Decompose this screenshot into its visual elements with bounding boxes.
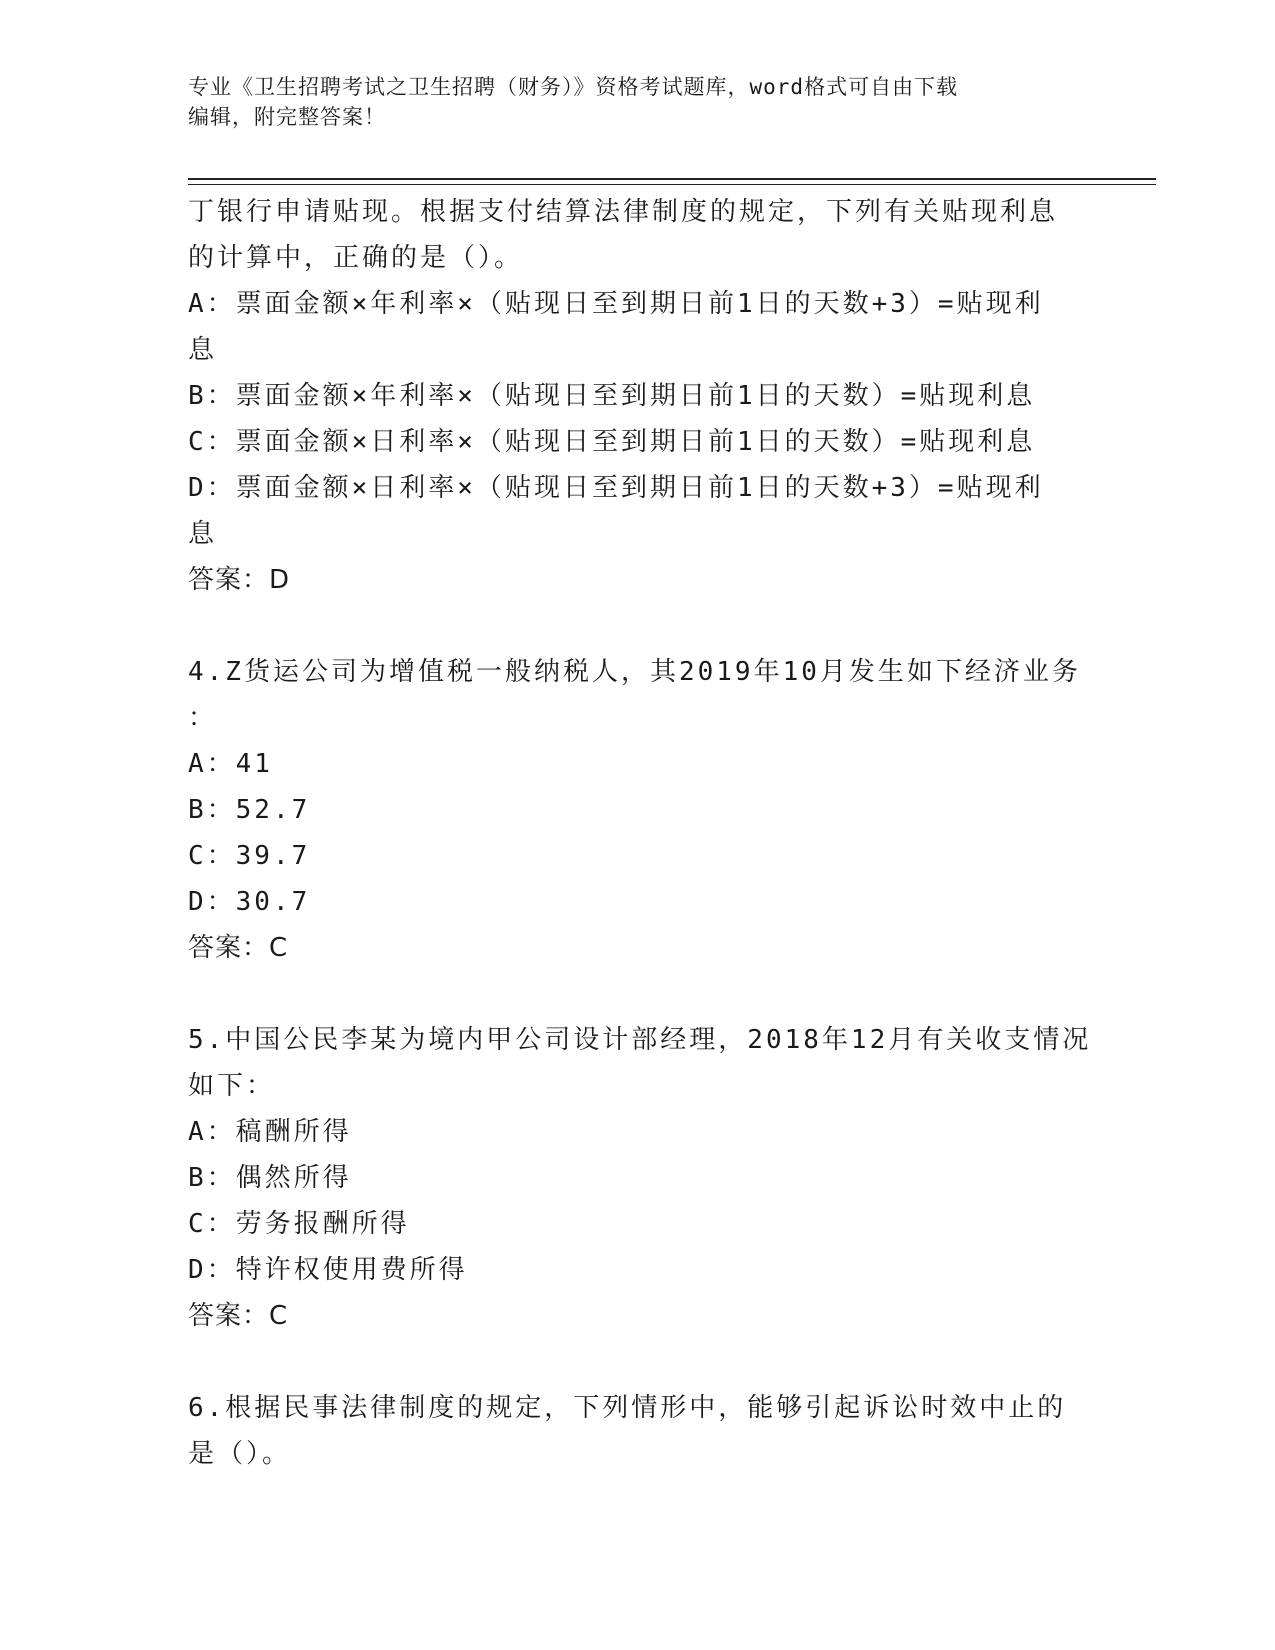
question-3 [188,189,1088,603]
question-3-option-a-line-1: A：票面金额×年利率×（贴现日至到期日前1日的天数+3）=贴现利 [188,289,1044,319]
question-4-stem-line-2: ： [188,703,218,733]
question-4-option-b: B：52.7 [188,795,311,825]
question-3-option-d-line-2: 息 [188,519,218,549]
question-3-stem-line-2: 的计算中，正确的是（）。 [188,243,524,273]
header-line-1: 专业《卫生招聘考试之卫生招聘（财务）》资格考试题库，word格式可自由下载 [188,75,959,99]
question-3-option-d-line-1: D：票面金额×日利率×（贴现日至到期日前1日的天数+3）=贴现利 [188,473,1044,503]
page-header [188,72,1068,132]
question-5-option-c: C：劳务报酬所得 [188,1209,410,1239]
question-4-option-a: A：41 [188,749,273,779]
spacer [188,603,1088,649]
question-4-answer: 答案：C [188,933,289,963]
question-3-stem-line-1: 丁银行申请贴现。根据支付结算法律制度的规定，下列有关贴现利息 [188,197,1059,227]
question-content [188,189,1092,1477]
spacer [188,971,1088,1017]
question-5-option-d: D：特许权使用费所得 [188,1255,468,1285]
question-5-stem-line-1: 5.中国公民李某为境内甲公司设计部经理，2018年12月有关收支情况 [188,1025,1092,1055]
question-3-answer: 答案：D [188,565,291,595]
question-5-stem-line-2: 如下： [188,1071,276,1101]
header-rule-thick [188,178,1156,180]
question-6-stem-line-1: 6.根据民事法律制度的规定，下列情形中，能够引起诉讼时效中止的 [188,1393,1067,1423]
header-line-2: 编辑，附完整答案！ [188,105,386,129]
question-3-option-c: C：票面金额×日利率×（贴现日至到期日前1日的天数）=贴现利息 [188,427,1036,457]
question-4-stem-line-1: 4.Z货运公司为增值税一般纳税人，其2019年10月发生如下经济业务 [188,657,1081,687]
spacer [188,1339,1088,1385]
question-6 [188,1385,1088,1477]
question-4 [188,649,1088,971]
question-5-option-a: A：稿酬所得 [188,1117,352,1147]
question-3-option-a-line-2: 息 [188,335,218,365]
question-3-option-b: B：票面金额×年利率×（贴现日至到期日前1日的天数）=贴现利息 [188,381,1036,411]
question-5-option-b: B：偶然所得 [188,1163,352,1193]
header-rule-thin [188,184,1156,185]
question-5-answer: 答案：C [188,1301,289,1331]
question-5 [188,1017,1092,1339]
question-4-option-d: D：30.7 [188,887,311,917]
question-4-option-c: C：39.7 [188,841,311,871]
question-6-stem-line-2: 是（）。 [188,1439,292,1469]
